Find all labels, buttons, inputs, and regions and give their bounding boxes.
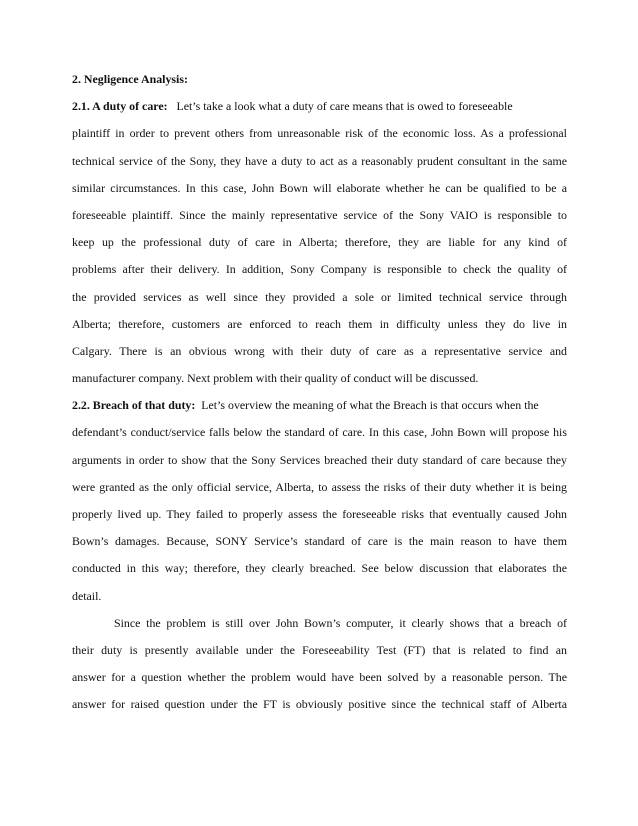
text-line: Bown’s damages. Because, SONY Service’s standard of care is the main reason to have them <box>72 534 567 549</box>
text-line: the provided services as well since they provided a sole or limited technical service through <box>72 289 567 304</box>
text-line: conducted in this way; therefore, they clearly breached. See below discussion that elaborates the <box>72 561 567 576</box>
text-line: answer for a question whether the problem would have been solved by a reasonable person. The <box>72 670 567 685</box>
text-line: Calgary. There is an obvious wrong with their duty of care as a representative service and <box>72 343 567 358</box>
text-line: answer for raised question under the FT is obviously positive since the technical staff of Alberta <box>72 697 567 712</box>
paragraph-3-first-line: Since the problem is still over John Bown’s computer, it clearly shows that a breach of <box>114 615 567 630</box>
section-2-1-line-1 <box>72 93 567 120</box>
section-2-2-title: 2.2. Breach of that duty: <box>72 398 196 413</box>
text-line: Alberta; therefore, customers are enforced to reach them in difficulty unless they do live in <box>72 316 567 331</box>
text-line: detail. <box>72 588 102 603</box>
section-2-1-text: Let’s take a look what a duty of care means that is owed to foreseeable <box>176 99 513 114</box>
text-line: technical service of the Sony, they have a duty to act as a reasonably prudent consultant in the same <box>72 153 567 168</box>
text-line: plaintiff in order to prevent others from unreasonable risk of the economic loss. As a professional <box>72 126 567 141</box>
text-line: arguments in order to show that the Sony Services breached their duty standard of care because they <box>72 452 567 467</box>
section-2-1-title: 2.1. A duty of care: <box>72 99 168 114</box>
text-line: their duty is presently available under the Foreseeability Test (FT) that is related to find an <box>72 642 567 657</box>
text-line: manufacturer company. Next problem with their quality of conduct will be discussed. <box>72 371 479 386</box>
text-line: foreseeable plaintiff. Since the mainly representative service of the Sony VAIO is responsible to <box>72 207 567 222</box>
section-2-2-line-1 <box>72 392 567 419</box>
text-line: problems after their delivery. In addition, Sony Company is responsible to check the quality of <box>72 262 567 277</box>
section-2-2-text: Let’s overview the meaning of what the Breach is that occurs when the <box>201 398 539 413</box>
text-line: similar circumstances. In this case, John Bown will elaborate whether he can be qualified to be a <box>72 180 567 195</box>
text-line: were granted as the only official service, Alberta, to assess the risks of their duty whether it is being <box>72 479 567 494</box>
text-line: properly lived up. They failed to properly assess the foreseeable risks that eventually caused John <box>72 507 567 521</box>
text-line: keep up the professional duty of care in Alberta; therefore, they are liable for any kind of <box>72 235 567 250</box>
section-heading: 2. Negligence Analysis: <box>72 72 188 86</box>
text-line: defendant’s conduct/service falls below the standard of care. In this case, John Bown will propose his <box>72 425 567 440</box>
document-page <box>72 66 567 719</box>
